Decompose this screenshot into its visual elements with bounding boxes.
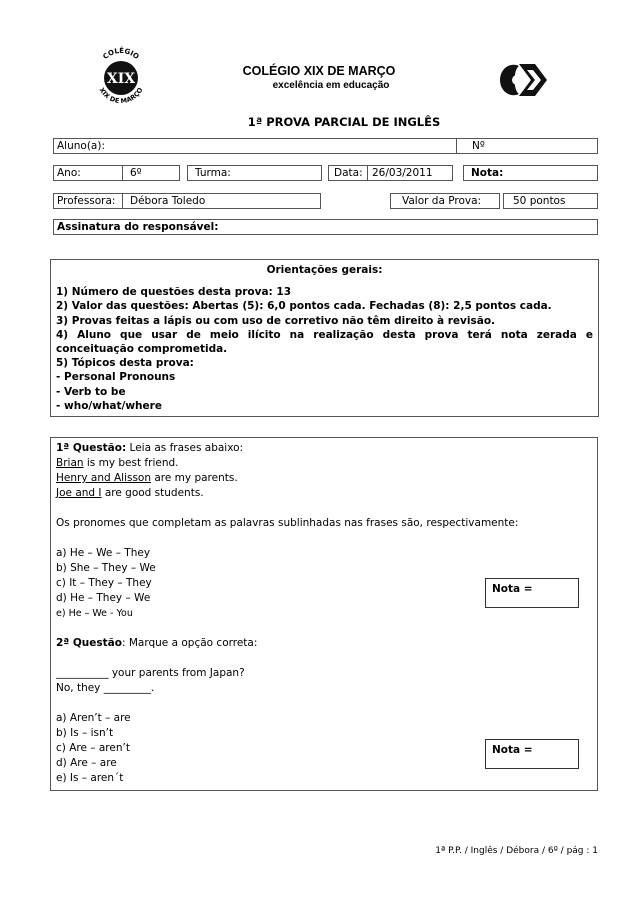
teacher-label: Professora: — [57, 195, 116, 207]
seal-numeral: XIX — [106, 71, 136, 87]
school-name: COLÉGIO XIX DE MARÇO — [242, 64, 396, 78]
exam-value: 50 pontos — [513, 195, 566, 207]
page-footer: 1ª P.P. / Inglês / Débora / 6º / pág : 1 — [435, 846, 598, 856]
signature-row — [53, 219, 598, 235]
q1-sentence — [56, 471, 592, 486]
instruction-item: 3) Provas feitas a lápis ou com uso de corretivo não têm direito à revisão. — [56, 314, 496, 327]
date-label: Data: — [334, 167, 363, 179]
q2-sentence: __________ your parents from Japan? — [56, 667, 245, 679]
q1-sentence — [56, 456, 592, 471]
year-value: 6º — [130, 167, 142, 179]
student-name-row — [53, 138, 598, 154]
instruction-item: - who/what/where — [56, 399, 162, 412]
grade-field — [463, 165, 598, 181]
q1-sentence-text: are good students. — [101, 487, 204, 499]
year-label: Ano: — [57, 167, 81, 179]
question-1-prompt: Os pronomes que completam as palavras sublinhadas nas frases são, respectivamente: — [56, 517, 519, 529]
student-number-label: Nº — [472, 140, 485, 152]
question-1-header — [56, 441, 592, 456]
student-name-label: Aluno(a): — [57, 140, 105, 152]
year-field — [53, 165, 180, 181]
q1-sentence-subject: Joe and I — [56, 487, 102, 499]
grade-label: Nota: — [471, 167, 504, 179]
exam-value-box — [503, 193, 598, 209]
q1-option[interactable]: b) She – They – We — [56, 562, 156, 574]
q2-sentence: No, they _________. — [56, 682, 155, 694]
school-tagline: excelência em educação — [272, 80, 390, 91]
date-value: 26/03/2011 — [372, 167, 433, 179]
exam-value-label: Valor da Prova: — [402, 195, 482, 207]
seal-bottom-text: XIX DE MARÇO — [97, 86, 145, 106]
class-field — [187, 165, 322, 181]
instruction-item: conceituação comprometida. — [56, 343, 228, 356]
q1-option[interactable]: c) It – They – They — [56, 577, 152, 589]
exam-value-label-box — [390, 193, 500, 209]
q1-sentence — [56, 486, 592, 501]
instruction-item: 4) Aluno que usar de meio ilícito na realização desta prova terá nota zerada e — [56, 328, 593, 341]
instruction-item: 5) Tópicos desta prova: — [56, 357, 194, 370]
class-label: Turma: — [195, 167, 231, 179]
q1-sentence-text: are my parents. — [151, 472, 238, 484]
q1-sentence-subject: Henry and Alisson — [56, 472, 152, 484]
instructions-title: Orientações gerais: — [266, 264, 383, 276]
q1-sentence-subject: Brian — [56, 457, 84, 469]
question-1-label: 1ª Questão: — [56, 442, 127, 454]
q2-option[interactable]: e) Is – aren´t — [56, 772, 124, 784]
question-2-header — [56, 636, 592, 651]
signature-label: Assinatura do responsável: — [57, 221, 219, 233]
instruction-item: - Personal Pronouns — [56, 371, 176, 384]
q1-option[interactable]: e) He – We - You — [56, 608, 133, 619]
question-2-label: 2ª Questão — [56, 637, 122, 649]
question-2-instruction: : Marque a opção correta: — [121, 637, 258, 649]
q1-grade-box: Nota = — [485, 578, 579, 608]
q2-option[interactable]: d) Are – are — [56, 757, 117, 769]
instruction-item: 1) Número de questões desta prova: 13 — [56, 286, 291, 299]
svg-text:COLÉGIO — [102, 46, 141, 61]
question-1-instruction: Leia as frases abaixo: — [126, 442, 244, 454]
instruction-item: - Verb to be — [56, 385, 126, 398]
questions-box — [50, 437, 598, 791]
q2-option[interactable]: c) Are – aren’t — [56, 742, 130, 754]
q2-option[interactable]: b) Is – isn’t — [56, 727, 114, 739]
teacher-field — [53, 193, 321, 209]
q1-option[interactable]: d) He – They – We — [56, 592, 151, 604]
seal-top-text: COLÉGIO — [101, 46, 141, 61]
teacher-value: Débora Toledo — [130, 195, 206, 207]
q1-sentence-text: is my best friend. — [83, 457, 179, 469]
instruction-item: 2) Valor das questões: Abertas (5): 6,0 pontos cada. Fechadas (8): 2,5 pontos cada. — [56, 300, 552, 313]
q2-grade-box: Nota = — [485, 739, 579, 769]
date-field — [328, 165, 453, 181]
exam-title: 1ª PROVA PARCIAL DE INGLÊS — [247, 115, 441, 129]
general-instructions-box — [50, 259, 599, 417]
q1-option[interactable]: a) He – We – They — [56, 547, 151, 559]
q2-option[interactable]: a) Aren’t – are — [56, 712, 131, 724]
